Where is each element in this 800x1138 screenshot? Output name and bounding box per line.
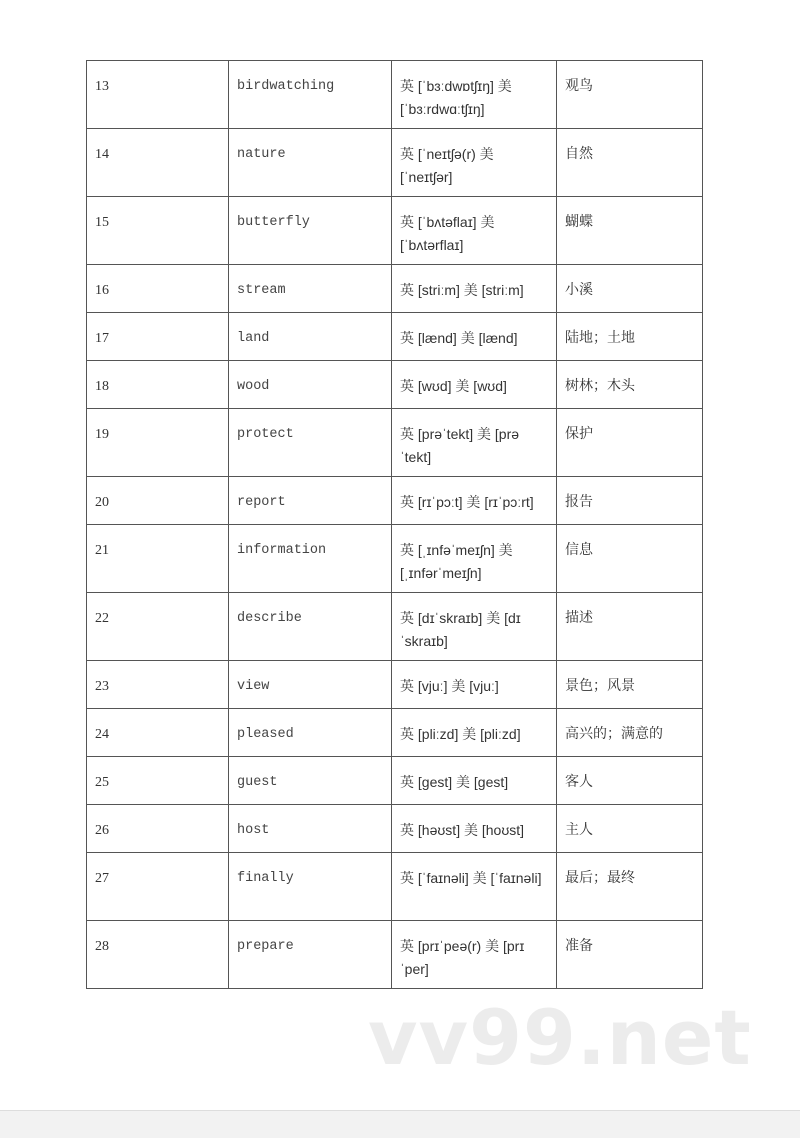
phonetic-cell: 英 [həʊst] 美 [hoʊst] — [392, 805, 557, 853]
row-number: 26 — [87, 805, 229, 853]
table-row — [87, 477, 703, 525]
meaning-cell: 景色；风景 — [557, 661, 703, 709]
meaning-cell: 客人 — [557, 757, 703, 805]
meaning-cell: 主人 — [557, 805, 703, 853]
row-number: 24 — [87, 709, 229, 757]
table-row — [87, 61, 703, 129]
table-row — [87, 197, 703, 265]
phonetic-cell: 英 [ɡest] 美 [ɡest] — [392, 757, 557, 805]
phonetic-cell: 英 [ˈbɜːdwɒtʃɪŋ] 美 [ˈbɜːrdwɑːtʃɪŋ] — [392, 61, 557, 129]
word-cell: nature — [229, 129, 392, 197]
word-cell: view — [229, 661, 392, 709]
word-cell: host — [229, 805, 392, 853]
meaning-cell: 信息 — [557, 525, 703, 593]
row-number: 13 — [87, 61, 229, 129]
table-row — [87, 853, 703, 921]
word-cell: wood — [229, 361, 392, 409]
bottom-scrollbar[interactable] — [0, 1110, 800, 1138]
table-row — [87, 265, 703, 313]
phonetic-cell: 英 [dɪˈskraɪb] 美 [dɪˈskraɪb] — [392, 593, 557, 661]
row-number: 17 — [87, 313, 229, 361]
row-number: 22 — [87, 593, 229, 661]
meaning-cell: 蝴蝶 — [557, 197, 703, 265]
word-cell: describe — [229, 593, 392, 661]
word-cell: stream — [229, 265, 392, 313]
word-cell: finally — [229, 853, 392, 921]
row-number: 14 — [87, 129, 229, 197]
table-row — [87, 757, 703, 805]
phonetic-cell: 英 [striːm] 美 [striːm] — [392, 265, 557, 313]
meaning-cell: 小溪 — [557, 265, 703, 313]
phonetic-cell: 英 [ˌɪnfəˈmeɪʃn] 美 [ˌɪnfərˈmeɪʃn] — [392, 525, 557, 593]
meaning-cell: 描述 — [557, 593, 703, 661]
row-number: 18 — [87, 361, 229, 409]
row-number: 23 — [87, 661, 229, 709]
watermark: vv99.net — [368, 993, 752, 1082]
phonetic-cell: 英 [lænd] 美 [lænd] — [392, 313, 557, 361]
phonetic-cell: 英 [prɪˈpeə(r) 美 [prɪˈper] — [392, 921, 557, 989]
word-cell: butterfly — [229, 197, 392, 265]
row-number: 28 — [87, 921, 229, 989]
phonetic-cell: 英 [rɪˈpɔːt] 美 [rɪˈpɔːrt] — [392, 477, 557, 525]
word-cell: information — [229, 525, 392, 593]
word-cell: land — [229, 313, 392, 361]
phonetic-cell: 英 [ˈneɪtʃə(r) 美 [ˈneɪtʃər] — [392, 129, 557, 197]
phonetic-cell: 英 [vjuː] 美 [vjuː] — [392, 661, 557, 709]
table-row — [87, 361, 703, 409]
phonetic-cell: 英 [ˈbʌtəflaɪ] 美 [ˈbʌtərflaɪ] — [392, 197, 557, 265]
phonetic-cell: 英 [ˈfaɪnəli] 美 [ˈfaɪnəli] — [392, 853, 557, 921]
word-cell: pleased — [229, 709, 392, 757]
row-number: 15 — [87, 197, 229, 265]
table-row — [87, 661, 703, 709]
meaning-cell: 树林；木头 — [557, 361, 703, 409]
row-number: 21 — [87, 525, 229, 593]
meaning-cell: 观鸟 — [557, 61, 703, 129]
row-number: 25 — [87, 757, 229, 805]
phonetic-cell: 英 [pliːzd] 美 [pliːzd] — [392, 709, 557, 757]
table-row — [87, 409, 703, 477]
vocabulary-table — [86, 60, 703, 989]
phonetic-cell: 英 [wʊd] 美 [wʊd] — [392, 361, 557, 409]
meaning-cell: 自然 — [557, 129, 703, 197]
meaning-cell: 报告 — [557, 477, 703, 525]
row-number: 16 — [87, 265, 229, 313]
row-number: 19 — [87, 409, 229, 477]
row-number: 20 — [87, 477, 229, 525]
word-cell: report — [229, 477, 392, 525]
table-row — [87, 805, 703, 853]
table-row — [87, 921, 703, 989]
meaning-cell: 最后；最终 — [557, 853, 703, 921]
meaning-cell: 准备 — [557, 921, 703, 989]
table-row — [87, 525, 703, 593]
word-cell: protect — [229, 409, 392, 477]
meaning-cell: 陆地；土地 — [557, 313, 703, 361]
table-row — [87, 129, 703, 197]
word-cell: prepare — [229, 921, 392, 989]
meaning-cell: 保护 — [557, 409, 703, 477]
row-number: 27 — [87, 853, 229, 921]
phonetic-cell: 英 [prəˈtekt] 美 [prəˈtekt] — [392, 409, 557, 477]
meaning-cell: 高兴的；满意的 — [557, 709, 703, 757]
table-row — [87, 709, 703, 757]
table-row — [87, 313, 703, 361]
word-cell: guest — [229, 757, 392, 805]
word-cell: birdwatching — [229, 61, 392, 129]
table-row — [87, 593, 703, 661]
